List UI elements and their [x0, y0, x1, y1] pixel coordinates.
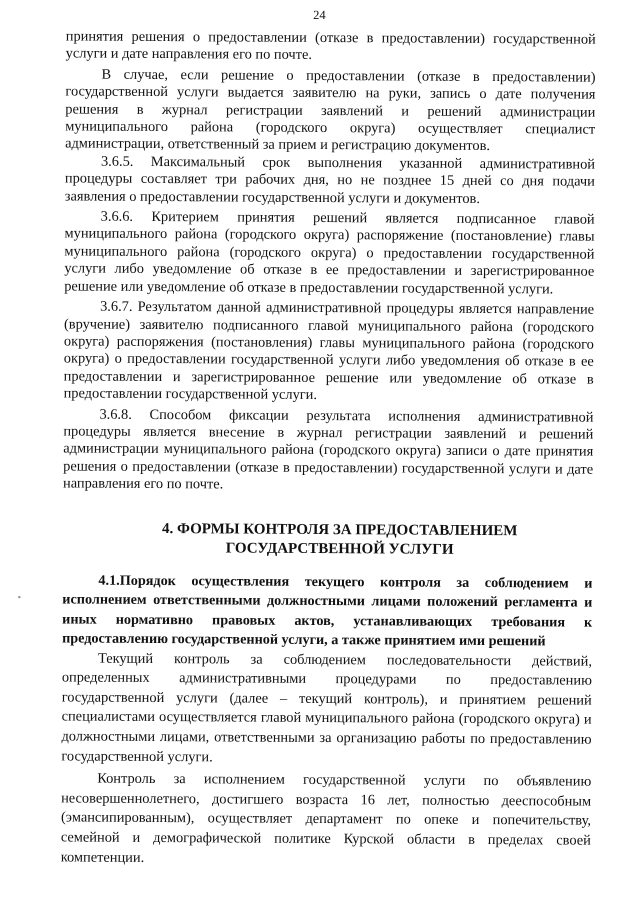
scan-speck	[18, 596, 20, 598]
paragraph-3-6-6: 3.6.6. Критерием принятия решений является подписанное главой муниципального района (городского округа) распоряжение (постановление) главы муниципального района (городского округа) о предоставлении государственной услуги либо уведомление об отказе в ее предоставлении и зарегистрированное решение или уведомление об отказе в предоставлении государственной услуги.	[64, 208, 595, 298]
paragraph-continuation: принятия решения о предоставлении (отказе в предоставлении) государственной услуги и дате направления его по почте.	[65, 28, 596, 64]
paragraph-3-6-5: 3.6.5. Максимальный срок выполнения указанной административной процедуры составляет три рабочих дня, но не позднее 15 дней со дня подачи заявления о предоставлении государственной услуги и документов.	[64, 153, 596, 207]
page-number: 24	[313, 7, 326, 23]
section-heading	[63, 519, 593, 560]
subsection-heading-4-1: 4.1.Порядок осуществления текущего контроля за соблюдением и исполнением ответственными должностными лицами положений регламента и иных нормативно правовых актов, устанавливающих требования к предоставлению государственной услуги, а также принятием ими решений	[62, 572, 593, 650]
paragraph-3-6-8: 3.6.8. Способом фиксации результата исполнения административной процедуры является внесение в журнал регистрации заявлений и решений администрации муниципального района (городского округа) записи о дате принятия решения о предоставлении (отказе в предоставлении) государственной услуги и дате направления его по почте.	[62, 406, 594, 493]
document-body	[61, 28, 596, 870]
paragraph-receipt-record: В случае, если решение о предоставлении (отказе в предоставлении) государственной услуги выдается заявителю на руки, запись о дате получения решения в журнал регистрации заявлений и решений администрации муниципального района (городского округа) осуществляет специалист администрации, ответственный за прием и регистрацию документов.	[65, 66, 596, 155]
section-heading-line-1: 4. ФОРМЫ КОНТРОЛЯ ЗА ПРЕДОСТАВЛЕНИЕМ	[162, 520, 518, 539]
section-heading-line-2: ГОСУДАРСТВЕННОЙ УСЛУГИ	[225, 540, 454, 558]
paragraph-3-6-7: 3.6.7. Результатом данной административной процедуры является направление (вручение) заявителю подписанного главой муниципального района (городского округа) распоряжения (постановления) главы муниципального района (городского округа) о предоставлении государственной услуги либо уведомления об отказе в ее предоставлении и зарегистрированное решение или уведомление об отказе в предоставлении государственной услуги.	[63, 298, 595, 404]
paragraph-control-execution: Контроль за исполнением государственной услуги по объявлению несовершеннолетнего, достигшего возраста 16 лет, полностью дееспособным (эмансипированным), осуществляет департамент по опеке и попечительству, семейной и демографической политике Курской области в пределах своей компетенции.	[60, 770, 592, 866]
paragraph-current-control: Текущий контроль за соблюдением последовательности действий, определенных административными процедурами по предоставлению государственной услуги (далее – текущий контроль), и принятием решений специалистами осуществляется главой муниципального района (городского округа) и должностными лицами, ответственными за организацию работы по предоставлению государственной услуги.	[61, 650, 593, 765]
